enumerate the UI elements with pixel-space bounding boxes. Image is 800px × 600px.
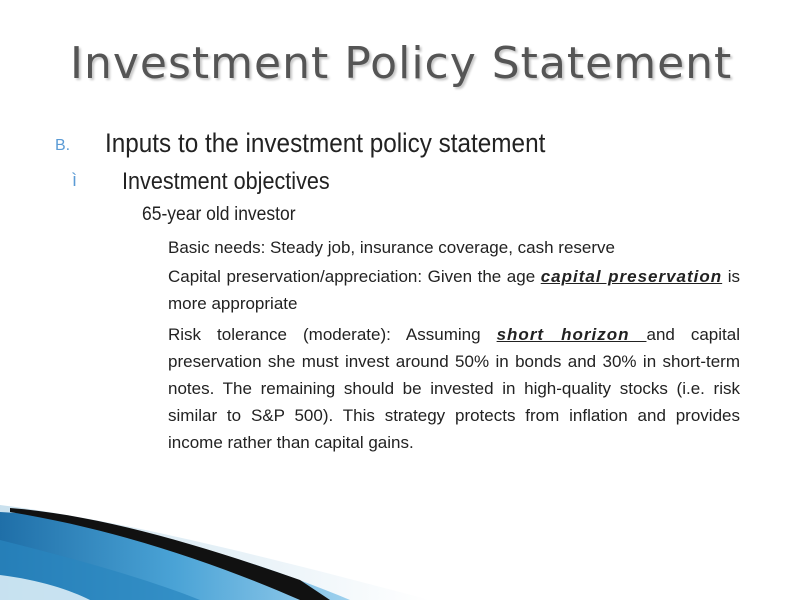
item-text: and capital preservation she must invest around 50% in bonds and 30% in short-term notes. The remaining should be invested in high-quality stocks (i.e. risk similar to S&P 500). This strategy protects from inflation and provides income rather than capital gains. [168,325,740,452]
section-heading: Inputs to the investment policy statement [105,128,546,158]
level2-bullet: ì [72,170,78,190]
item-basic-needs-text: Basic needs: Steady job, insurance coverage, cash reserve [168,238,615,257]
section-bullet: B. [55,137,71,154]
item-text: is more appropriate [168,267,741,313]
emphasis-capital-preservation: capital preservation [540,267,723,286]
item-text: Risk tolerance (moderate): Assuming [168,325,497,344]
subheading-investment-objectives: Investment objectives [122,168,330,195]
item-text: Capital preservation/appreciation: Given the age [168,267,541,286]
emphasis-short-horizon: short horizon [496,325,647,344]
slide-title: Investment Policy Statement [70,38,733,89]
subheading-investor: 65-year old investor [142,204,296,225]
